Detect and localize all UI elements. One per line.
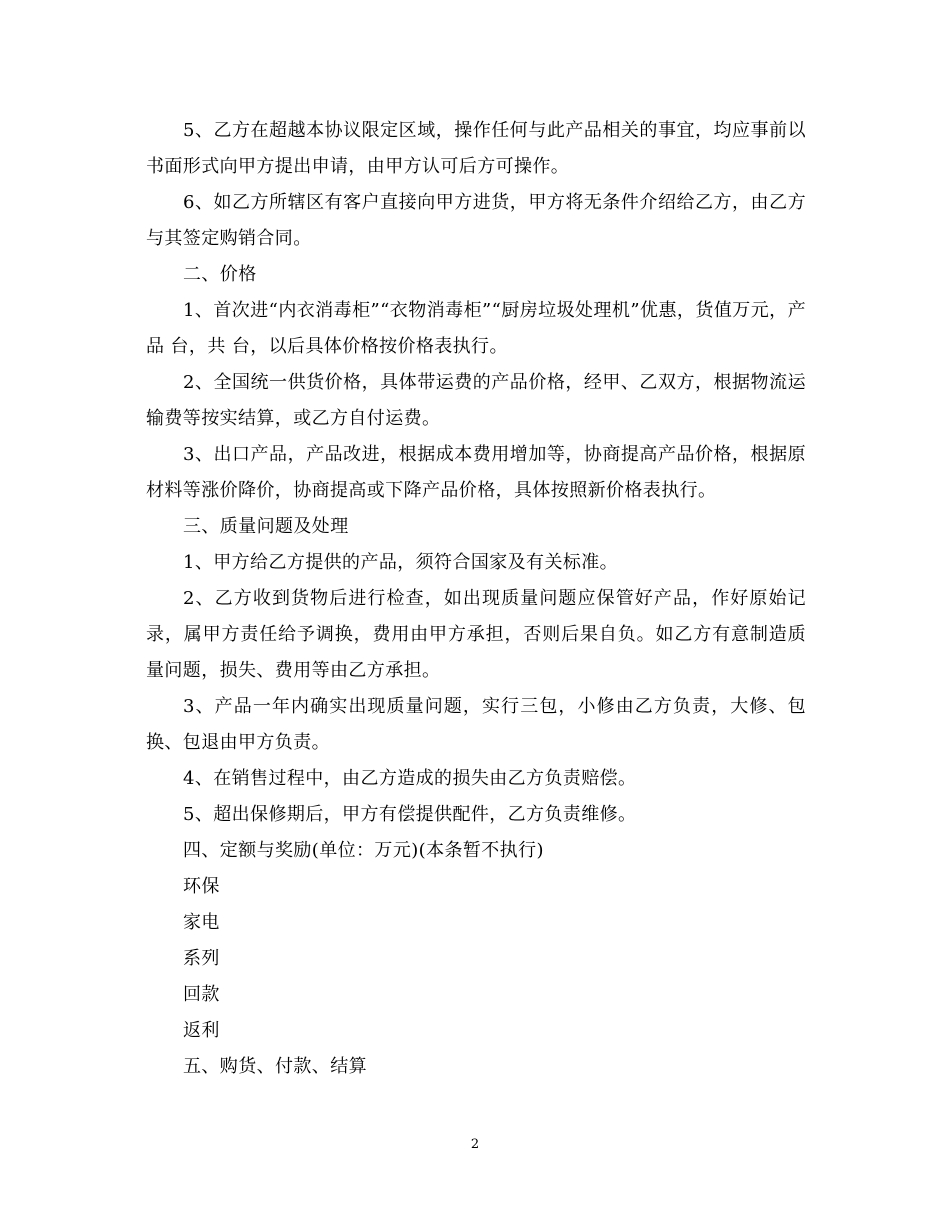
section-heading-quality: 三、质量问题及处理 [183, 516, 349, 537]
document-body [146, 113, 806, 1085]
quota-item-rebate: 返利 [183, 1020, 220, 1041]
paragraph-quality-3: 3、产品一年内确实出现质量问题，实行三包，小修由乙方负责，大修、包换、包退由甲方负责。 [146, 696, 806, 753]
quota-item-appliances: 家电 [183, 912, 220, 933]
section-heading-purchase-payment: 五、购货、付款、结算 [183, 1056, 367, 1077]
paragraph-quality-5: 5、超出保修期后，甲方有偿提供配件，乙方负责维修。 [183, 804, 637, 825]
section-heading-price: 二、价格 [183, 264, 257, 285]
paragraph-price-2: 2、全国统一供货价格，具体带运费的产品价格，经甲、乙双方，根据物流运输费等按实结算，或乙方自付运费。 [146, 372, 806, 429]
paragraph-quality-4: 4、在销售过程中，由乙方造成的损失由乙方负责赔偿。 [183, 768, 637, 789]
paragraph-price-1: 1、首次进“内衣消毒柜”“衣物消毒柜”“厨房垃圾处理机”优惠，货值万元，产品 台，共 台，以后具体价格按价格表执行。 [146, 300, 806, 357]
page-number: 2 [470, 1137, 480, 1152]
quota-item-series: 系列 [183, 948, 220, 969]
paragraph-price-3: 3、出口产品，产品改进，根据成本费用增加等，协商提高产品价格，根据原材料等涨价降价，协商提高或下降产品价格，具体按照新价格表执行。 [146, 444, 806, 501]
paragraph-quality-1: 1、甲方给乙方提供的产品，须符合国家及有关标准。 [183, 552, 619, 573]
paragraph-5-out-of-region: 5、乙方在超越本协议限定区域，操作任何与此产品相关的事宜，均应事前以书面形式向甲方提出申请，由甲方认可后方可操作。 [146, 120, 806, 177]
quota-item-payment-collection: 回款 [183, 984, 220, 1005]
paragraph-6-direct-customers: 6、如乙方所辖区有客户直接向甲方进货，甲方将无条件介绍给乙方，由乙方与其签定购销合同。 [146, 192, 806, 249]
section-heading-quota-rewards: 四、定额与奖励(单位：万元)(本条暂不执行) [183, 840, 544, 861]
quota-item-environmental: 环保 [183, 876, 220, 897]
paragraph-quality-2: 2、乙方收到货物后进行检查，如出现质量问题应保管好产品，作好原始记录，属甲方责任给予调换，费用由甲方承担，否则后果自负。如乙方有意制造质量问题，损失、费用等由乙方承担。 [146, 588, 806, 681]
